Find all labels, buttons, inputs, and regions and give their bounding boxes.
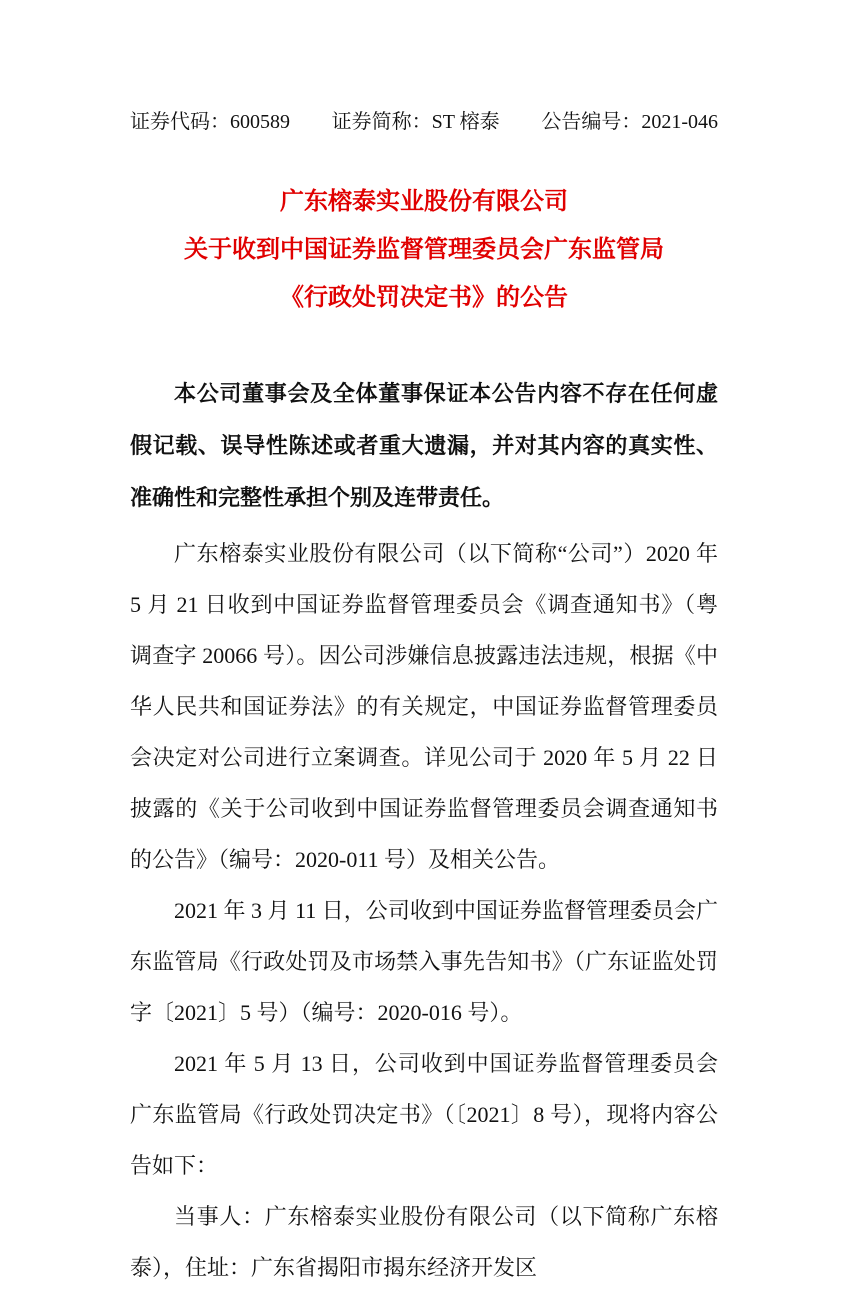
announcement-number-label: 公告编号：: [541, 111, 642, 133]
stock-abbr-label: 证券简称：: [331, 111, 432, 133]
title-line: 关于收到中国证券监督管理委员会广东监管局: [184, 237, 664, 263]
body-paragraph: 当事人：广东榕泰实业股份有限公司（以下简称广东榕泰），住址：广东省揭阳市揭东经济开发区: [130, 1204, 718, 1280]
stock-abbr-value: ST 榕泰: [431, 111, 500, 133]
board-disclaimer: 本公司董事会及全体董事保证本公告内容不存在任何虚假记载、误导性陈述或者重大遗漏，并对其内容的真实性、准确性和完整性承担个别及连带责任。: [130, 381, 718, 510]
stock-code-label: 证券代码：: [130, 111, 230, 133]
announcement-title: [130, 178, 718, 322]
stock-code: [130, 108, 290, 136]
announcement-body: [130, 528, 718, 1293]
body-paragraph: 2021 年 3 月 11 日，公司收到中国证券监督管理委员会广东监管局《行政处罚及市场禁入事先告知书》（广东证监处罚字〔2021〕5 号）（编号：2020-016 号）。: [130, 898, 718, 1025]
body-paragraph: 2021 年 5 月 13 日，公司收到中国证券监督管理委员会广东监管局《行政处罚决定书》（〔2021〕8 号），现将内容公告如下：: [130, 1051, 718, 1178]
stock-code-value: 600589: [230, 111, 290, 133]
document-header: [130, 108, 718, 136]
title-line: 《行政处罚决定书》的公告: [280, 285, 568, 311]
announcement-number-value: 2021-046: [641, 111, 718, 133]
title-line: 广东榕泰实业股份有限公司: [280, 189, 568, 215]
announcement-number: [541, 108, 718, 136]
stock-abbr: [332, 108, 500, 136]
body-paragraph: 广东榕泰实业股份有限公司（以下简称“公司”）2020 年 5 月 21 日收到中国证券监督管理委员会《调查通知书》（粤调查字 20066 号）。因公司涉嫌信息披露违法违规，根据《中华人民共和国证券法》的有关规定，中国证券监督管理委员会决定对公司进行立案调查。详见公司于 2020 年 5 月 22 日披露的《关于公司收到中国证券监督管理委员会调查通知书的公告》（编号：2020-011 号）及相关公告。: [130, 541, 718, 872]
